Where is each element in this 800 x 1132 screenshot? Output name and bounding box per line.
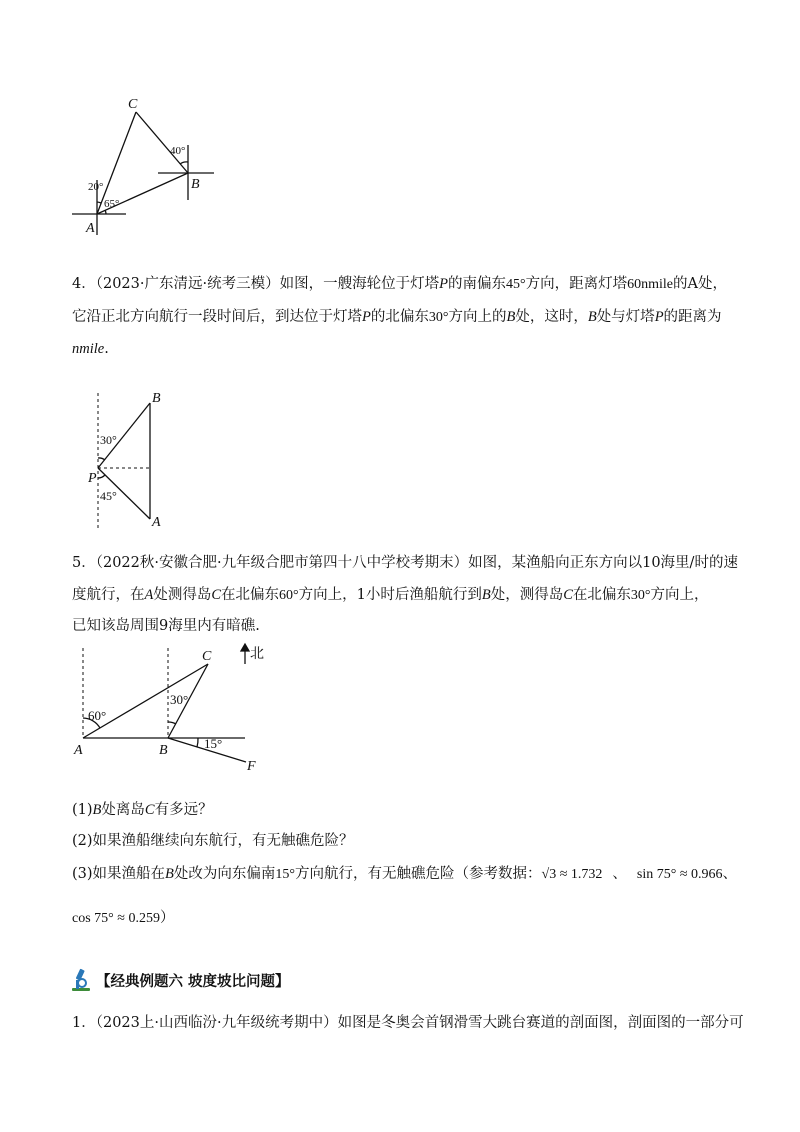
angle-30: 30° [100,433,117,447]
var-b: B [587,309,597,325]
ref-sqrt3: √3 ≈ 1.732 [541,867,603,882]
q4-line-1 [72,274,727,295]
q4-source: （2023·广东清远·统考三模） [95,276,280,292]
q4-text: 如图，一艘海轮位于灯塔 [279,276,440,292]
figure-fishing-boat [70,640,280,775]
q5-text: 处测得岛 [153,587,212,603]
var-b: B [481,587,491,603]
q1-text: 如图是冬奥会首钢滑雪大跳台赛道的剖面图，剖面图的一部分可 [337,1015,744,1031]
q4-line-3 [72,339,109,359]
north-label: 北 [250,647,264,662]
var-b: B [165,866,174,882]
distance-value: 60nmile [627,277,673,292]
label-b: B [152,391,161,406]
sub-question-3-cont [72,908,174,929]
q5-line-2 [72,585,709,606]
label-a: A [152,515,161,530]
q5-number: 5． [72,555,96,571]
label-b: B [191,177,200,192]
angle-15: 15° [204,736,223,751]
section-title: 【经典例题六 坡度坡比问题】 [96,972,290,990]
label-p: P [88,471,97,486]
q4-text: 方向上的 [448,309,507,325]
angle-60: 60° [88,708,107,723]
angle-20: 20° [88,181,104,193]
var-b: B [506,309,516,325]
label-a: A [74,743,83,758]
sub-text: 方向航行，有无触礁危险（参考数据： [295,866,542,882]
sub-text: (1) [72,802,93,818]
var-p: P [654,309,664,325]
figure-triangle-abc [60,90,230,240]
var-c: C [211,587,222,603]
angle-15: 15° [275,867,296,882]
q5-text: 已知该岛周围9海里内有暗礁. [72,618,260,634]
q5-text: 在北偏东 [572,587,631,603]
label-f: F [247,759,256,774]
q4-number: 4． [72,276,96,292]
angle-30: 30° [170,692,189,707]
section-heading [70,968,290,992]
q5-source: （2022秋·安徽合肥·九年级合肥市第四十八中学校考期末） [95,555,469,571]
angle-30: 30° [630,588,651,603]
sub-question-3 [72,864,737,885]
q4-text: . [104,341,109,357]
q4-text: 它沿正北方向航行一段时间后，到达位于灯塔 [72,309,362,325]
q5-text: 方向上， [650,587,709,603]
var-c: C [563,587,573,603]
angle-65: 65° [104,198,120,210]
var-b: B [92,802,102,818]
q5-text: 度航行，在 [72,587,145,603]
q4-text: 的北偏东 [370,309,429,325]
angle-60: 60° [279,588,299,603]
sub-text: 处离岛 [101,802,145,818]
sub-text: (2)如果渔船继续向东航行，有无触礁危险？ [72,833,354,849]
q4-text: 的A处， [672,276,727,292]
sub-text: ） [159,910,175,926]
q1-source: （2023上·山西临汾·九年级统考期中） [95,1015,338,1031]
q5-line-1 [72,553,738,573]
sub-question-2 [72,831,354,851]
unit-nmile: nmile [72,341,105,357]
angle-45: 45° [505,277,526,292]
separator: 、 [612,866,627,882]
var-p: P [362,309,371,325]
q4-text: 的南偏东 [447,276,506,292]
sub-question-1 [72,800,213,820]
q4-line-2 [72,307,722,328]
sub-text: 有多远？ [154,802,213,818]
q5-text: 如图，某渔船向正东方向以10海里/时的速 [468,555,738,571]
angle-45: 45° [100,489,117,503]
q5-text: 处，测得岛 [490,587,564,603]
q4-text: 方向，距离灯塔 [525,276,628,292]
sub-text: (3)如果渔船在 [72,866,166,882]
label-c: C [128,97,138,112]
figure-lighthouse [88,388,178,533]
var-a: A [144,587,154,603]
q5-text: 方向上，1小时后渔船航行到 [298,587,482,603]
separator: 、 [722,866,738,882]
q4-text: 的距离为 [663,309,722,325]
q5-text: 在北偏东 [221,587,280,603]
var-c: C [144,802,155,818]
q4-text: 处与灯塔 [596,309,655,325]
sub-text: 处改为向东偏南 [173,866,276,882]
label-a: A [86,221,95,236]
ref-sin75: sin 75° ≈ 0.966 [636,867,723,882]
ref-cos75: cos 75° ≈ 0.259 [72,911,160,926]
q4-text: 处，这时， [515,309,588,325]
label-c: C [202,649,212,664]
q1-number: 1． [72,1015,96,1031]
angle-40: 40° [170,145,186,157]
label-b: B [159,743,168,758]
q5-line-3 [72,616,260,636]
angle-30: 30° [428,310,449,325]
q1-line-1 [72,1013,744,1033]
microscope-icon [70,968,92,992]
var-p: P [439,276,448,292]
